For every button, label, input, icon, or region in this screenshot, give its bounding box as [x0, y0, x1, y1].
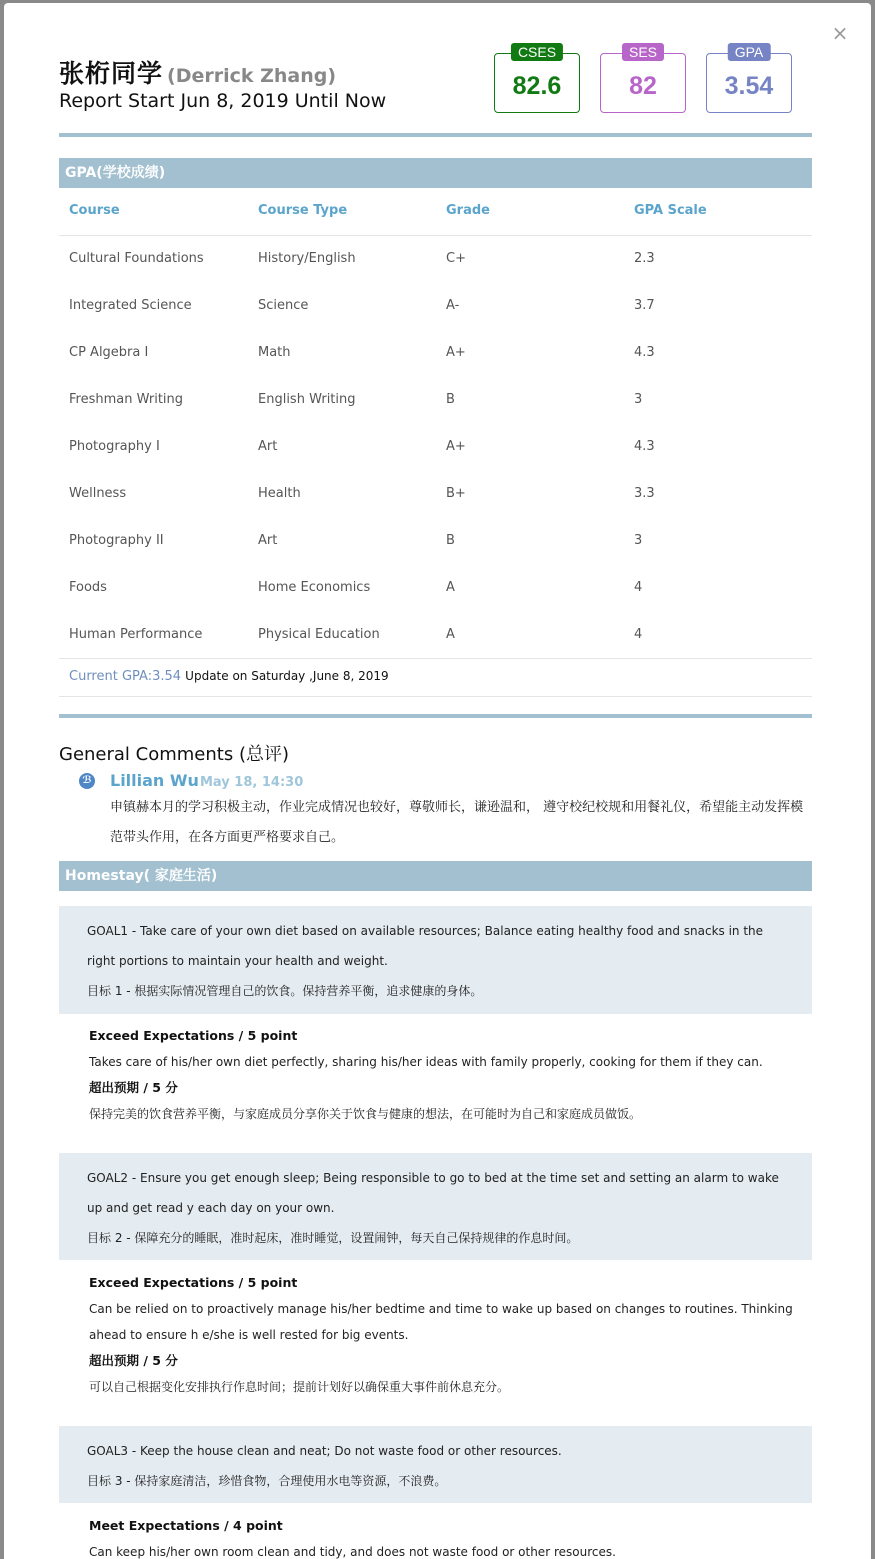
course-cell: Human Performance [69, 627, 203, 642]
cses-score-box [494, 44, 580, 113]
gpa-value: 3.54 [724, 72, 774, 100]
gpa-scale-cell: 2.3 [634, 251, 655, 266]
course-cell: Wellness [69, 486, 127, 501]
grade-cell: A [446, 627, 455, 642]
goal-box [59, 1426, 812, 1503]
gpa-scale-cell: 4 [634, 580, 643, 595]
grade-cell: A [446, 580, 455, 595]
gpa-scale-cell: 3.3 [634, 486, 655, 501]
student-name [59, 54, 336, 88]
evaluation-level-en: Meet Expectations / 4 point [89, 1518, 283, 1533]
grade-cell: A+ [446, 439, 466, 454]
goal-text-cn: 目标 2 - 保障充分的睡眠，准时起床，准时睡觉，设置闹钟，每天自己保持规律的作息时间。 [87, 1231, 579, 1245]
goal-text-cn: 目标 3 - 保持家庭清洁，珍惜食物，合理使用水电等资源，不浪费。 [87, 1474, 447, 1488]
close-icon[interactable]: × [831, 21, 849, 45]
gpa-scale-cell: 3.7 [634, 298, 655, 313]
evaluation-level-cn: 超出预期 / 5 分 [89, 1080, 178, 1095]
teacher-avatar-icon: ℬ [79, 773, 95, 789]
course-type-cell: Health [258, 486, 301, 501]
goal-text-en: GOAL3 - Keep the house clean and neat; Do not waste food or other resources. [87, 1444, 562, 1458]
grade-cell: B [446, 392, 455, 407]
goal-text-cn: 目标 1 - 根据实际情况管理自己的饮食。保持营养平衡，追求健康的身体。 [87, 984, 483, 998]
gpa-scale-cell: 4.3 [634, 345, 655, 360]
student-name-en: (Derrick Zhang) [167, 65, 337, 87]
gpa-scale-cell: 3 [634, 392, 643, 407]
cses-value: 82.6 [512, 72, 562, 100]
evaluation-desc-cn: 可以自己根据变化安排执行作息时间；提前计划好以确保重大事件前休息充分。 [89, 1380, 510, 1394]
evaluation-level-cn: 超出预期 / 5 分 [89, 1353, 178, 1368]
goal-evaluation [89, 1270, 809, 1400]
course-cell: Cultural Foundations [69, 251, 204, 266]
course-type-cell: Art [258, 439, 278, 454]
header-divider [59, 133, 812, 137]
course-cell: Foods [69, 580, 107, 595]
column-header-course-type: Course Type [258, 203, 348, 218]
goal-box [59, 906, 812, 1014]
grade-cell: B [446, 533, 455, 548]
evaluation-level-en: Exceed Expectations / 5 point [89, 1275, 298, 1290]
ses-score-box [600, 44, 686, 113]
update-date: Update on Saturday ,June 8, 2019 [185, 669, 389, 683]
gpa-scale-cell: 4 [634, 627, 643, 642]
course-type-cell: Math [258, 345, 291, 360]
goal-text-en: GOAL2 - Ensure you get enough sleep; Being responsible to go to bed at the time set and setting an alarm to wake up and get read y each day on your own. [87, 1171, 779, 1215]
evaluation-desc-en: Takes care of his/her own diet perfectly, sharing his/her ideas with family properly, cooking for them if they can. [89, 1055, 763, 1069]
homestay-section-title: Homestay( 家庭生活) [59, 861, 812, 891]
evaluation-desc-en: Can keep his/her own room clean and tidy, and does not waste food or other resources. [89, 1545, 616, 1559]
course-type-cell: Art [258, 533, 278, 548]
current-gpa: Current GPA:3.54 [69, 669, 182, 684]
grade-cell: A- [446, 298, 460, 313]
table-divider [59, 235, 812, 236]
evaluation-level-en: Exceed Expectations / 5 point [89, 1028, 298, 1043]
student-name-cn: 张桁同学 [59, 59, 164, 88]
ses-label: SES [622, 43, 664, 61]
evaluation-desc-cn: 保持完美的饮食营养平衡，与家庭成员分享你关于饮食与健康的想法，在可能时为自己和家庭成员做饭。 [89, 1107, 642, 1121]
cses-label: CSES [511, 43, 563, 61]
column-header-course: Course [69, 203, 120, 218]
course-cell: CP Algebra I [69, 345, 149, 360]
course-cell: Freshman Writing [69, 392, 184, 407]
goal-text-en: GOAL1 - Take care of your own diet based on available resources; Balance eating healthy food and snacks in the right portions to maintain your health and weight. [87, 924, 764, 968]
gpa-scale-cell: 3 [634, 533, 643, 548]
course-cell: Photography I [69, 439, 160, 454]
report-modal [4, 3, 871, 1559]
course-type-cell: History/English [258, 251, 356, 266]
course-type-cell: Physical Education [258, 627, 380, 642]
ses-value: 82 [629, 72, 657, 100]
evaluation-desc-en: Can be relied on to proactively manage his/her bedtime and time to wake up based on changes to routines. Thinking ahead to ensure h e/she is well rested for big events. [89, 1302, 793, 1342]
grade-cell: A+ [446, 345, 466, 360]
course-cell: Integrated Science [69, 298, 192, 313]
course-type-cell: English Writing [258, 392, 356, 407]
section-divider [59, 714, 812, 718]
grade-cell: B+ [446, 486, 466, 501]
general-comments-title: General Comments (总评) [59, 744, 289, 765]
table-divider [59, 696, 812, 697]
report-period: Report Start Jun 8, 2019 Until Now [59, 90, 387, 112]
gpa-score-box [706, 44, 792, 113]
course-cell: Photography II [69, 533, 164, 548]
goal-evaluation [89, 1513, 809, 1559]
column-header-gpa-scale: GPA Scale [634, 203, 707, 218]
gpa-section-title: GPA(学校成绩) [59, 158, 812, 188]
gpa-scale-cell: 4.3 [634, 439, 655, 454]
course-type-cell: Science [258, 298, 309, 313]
table-divider [59, 658, 812, 659]
gpa-footer [69, 669, 389, 684]
course-type-cell: Home Economics [258, 580, 371, 595]
comment-text: 申镇赫本月的学习积极主动，作业完成情况也较好，尊敬师长，谦逊温和， 遵守校纪校规和用餐礼仪，希望能主动发挥模范带头作用，在各方面更严格要求自己。 [110, 800, 804, 845]
goal-evaluation [89, 1023, 809, 1127]
grade-cell: C+ [446, 251, 466, 266]
column-header-grade: Grade [446, 203, 490, 218]
goal-box [59, 1153, 812, 1260]
teacher-name: Lillian Wu [110, 771, 199, 790]
gpa-label: GPA [728, 43, 771, 61]
comment-time: May 18, 14:30 [200, 775, 304, 790]
